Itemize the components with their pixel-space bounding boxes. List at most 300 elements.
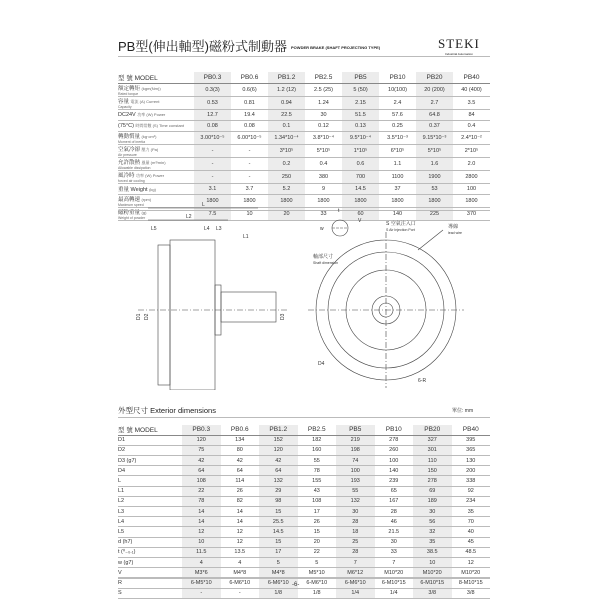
table-cell: 35 (452, 507, 491, 517)
table-cell: 1.34*10⁻⁴ (268, 131, 305, 144)
row-label (118, 96, 194, 109)
model-header: PB20 (413, 425, 452, 435)
row-label (118, 588, 182, 598)
spec-table (118, 72, 490, 221)
table-cell: 78 (182, 496, 221, 506)
table-cell: 120 (259, 445, 298, 455)
table-cell: 14 (182, 507, 221, 517)
table-cell: 3.00*10⁻⁵ (194, 131, 231, 144)
table-cell: 7.5 (194, 207, 231, 220)
table-cell: 45 (452, 537, 491, 547)
table-cell: 12.7 (194, 109, 231, 120)
table-cell: 1800 (194, 194, 231, 207)
row-unit: 電流 (A) Current (130, 98, 160, 104)
table-cell: 250 (268, 170, 305, 183)
table-cell: 9 (305, 183, 342, 194)
row-label-text: 空氣冷卻 (118, 146, 141, 153)
row-label-text: L5 (118, 528, 125, 535)
model-header: PB0.3 (194, 72, 231, 83)
table-cell: 2.4*10⁻² (453, 131, 490, 144)
table-cell: 0.12 (305, 120, 342, 131)
table-cell: 1/4 (375, 588, 414, 598)
row-sublabel: forced air cooling (118, 178, 145, 183)
table-row (118, 170, 490, 183)
table-cell: 0.6(6) (231, 83, 268, 96)
row-label-text: 重量 Weight (118, 186, 148, 193)
table-cell: M10*20 (452, 568, 491, 578)
row-label-text: D1 (118, 437, 126, 444)
table-cell: 78 (298, 466, 337, 476)
table-cell: 1.1 (379, 157, 416, 170)
divider (118, 56, 490, 57)
table-cell: 0.2 (268, 157, 305, 170)
table-row (118, 496, 490, 506)
table-cell: 1.6 (416, 157, 453, 170)
label-L1: L1 (243, 234, 249, 240)
table-cell: 0.08 (231, 120, 268, 131)
table-cell: 3.5*10⁻³ (379, 131, 416, 144)
row-sublabel: Allowable dissipation (118, 165, 151, 170)
table-cell: 30 (413, 507, 452, 517)
model-label: 型 號 MODEL (118, 72, 194, 83)
row-label-text: 允許散熱 (118, 159, 141, 166)
section-title: 外型尺寸 Exterior dimensions (118, 406, 216, 415)
table-row (118, 96, 490, 109)
table-cell: 1800 (305, 194, 342, 207)
table-row (118, 517, 490, 527)
table-cell: 167 (375, 496, 414, 506)
table-cell: 82 (221, 496, 260, 506)
table-cell: 0.3(3) (194, 83, 231, 96)
table-cell: 1800 (453, 194, 490, 207)
row-label-text: t (⁰₋₀.₁) (118, 549, 136, 556)
row-label (118, 568, 182, 578)
row-label (118, 83, 194, 96)
logo-text: STEKI (438, 36, 480, 51)
table-cell: 12 (452, 557, 491, 567)
table-cell: 100 (453, 183, 490, 194)
table-cell: 14 (221, 507, 260, 517)
row-sublabel: Weight of powder (118, 215, 146, 220)
label-L2: L2 (186, 214, 192, 220)
row-label-text: R (118, 579, 122, 586)
table-row (118, 547, 490, 557)
table-row (118, 83, 490, 96)
table-row (118, 120, 490, 131)
row-label (118, 507, 182, 517)
table-cell: 28 (336, 547, 375, 557)
model-header: PB0.6 (221, 425, 260, 435)
model-header: PB0.3 (182, 425, 221, 435)
table-cell: 108 (182, 476, 221, 486)
table-cell: 80 (221, 445, 260, 455)
table-cell: 0.4 (305, 157, 342, 170)
row-unit: (kg) (149, 186, 156, 192)
table-cell: 6-M5*10 (182, 578, 221, 588)
table-cell: 100 (375, 456, 414, 466)
table-cell: 22.5 (268, 109, 305, 120)
table-cell: 40 (400) (453, 83, 490, 96)
table-cell: 30 (375, 537, 414, 547)
table-cell: 200 (452, 466, 491, 476)
shaft-dim-label-en: Shaft dimension (313, 261, 339, 265)
model-header: PB2.5 (298, 425, 337, 435)
table-cell: 3/8 (452, 588, 491, 598)
table-cell: 5*10⁵ (416, 144, 453, 157)
header-row (118, 425, 490, 435)
table-cell: 3/8 (413, 588, 452, 598)
table-cell: 278 (375, 435, 414, 445)
row-unit: 功率 (W) Power (137, 111, 166, 117)
table-cell: 42 (259, 456, 298, 466)
row-label-text: D4 (118, 467, 126, 474)
table-cell: 189 (413, 496, 452, 506)
table-cell: 42 (182, 456, 221, 466)
table-cell: 75 (182, 445, 221, 455)
table-cell: 48.5 (452, 547, 491, 557)
row-label-text: D3 (g7) (118, 457, 137, 464)
table-cell: 17 (259, 547, 298, 557)
model-header: PB2.5 (305, 72, 342, 83)
table-cell: 1/8 (298, 588, 337, 598)
table-cell: - (182, 588, 221, 598)
table-cell: M5*10 (298, 568, 337, 578)
front-view (308, 220, 464, 388)
table-cell: 5*10⁵ (305, 144, 342, 157)
table-cell: 219 (336, 435, 375, 445)
table-cell: 53 (416, 183, 453, 194)
table-cell: 160 (298, 445, 337, 455)
table-cell: 42 (221, 456, 260, 466)
table-cell: 1900 (416, 170, 453, 183)
label-V: V (358, 218, 362, 224)
table-cell: 12 (182, 527, 221, 537)
table-cell: 5 (50) (342, 83, 379, 96)
label-L: L (202, 202, 205, 208)
table-cell: 114 (221, 476, 260, 486)
row-label (118, 466, 182, 476)
table-cell: 1/8 (259, 588, 298, 598)
table-cell: 69 (413, 486, 452, 496)
model-header: PB1.2 (268, 72, 305, 83)
row-unit: 時間常數 (S) Time constant (135, 122, 185, 128)
table-cell: 9.5*10⁻⁴ (342, 131, 379, 144)
row-label (118, 486, 182, 496)
row-label (118, 131, 194, 144)
table-cell: 20 (268, 207, 305, 220)
table-cell: 18 (336, 527, 375, 537)
table-cell: 56 (413, 517, 452, 527)
table-row (118, 131, 490, 144)
table-cell: 6-M10*15 (413, 578, 452, 588)
table-cell: 198 (336, 445, 375, 455)
table-cell: 1.2 (12) (268, 83, 305, 96)
table-cell: 64 (259, 466, 298, 476)
lead-wire-label: 導線 (448, 224, 459, 230)
table-cell: 0.4 (453, 120, 490, 131)
table-cell: 65 (375, 486, 414, 496)
table-cell: 132 (336, 496, 375, 506)
table-cell: 15 (259, 537, 298, 547)
table-cell: 278 (413, 476, 452, 486)
model-header: PB0.6 (231, 72, 268, 83)
table-cell: 6-M6*10 (298, 578, 337, 588)
table-cell: 0.6 (342, 157, 379, 170)
row-label (118, 537, 182, 547)
model-header: PB10 (379, 72, 416, 83)
table-cell: 43 (298, 486, 337, 496)
row-sublabel: Air pressure (118, 152, 137, 157)
table-cell: 0.81 (231, 96, 268, 109)
page-title (118, 36, 380, 55)
row-unit: (rpm) (141, 196, 152, 202)
table-cell: 2.5 (25) (305, 83, 342, 96)
table-cell: M10*20 (375, 568, 414, 578)
table-cell: 15 (259, 507, 298, 517)
row-label-text: L2 (118, 498, 125, 505)
table-cell: 234 (452, 496, 491, 506)
row-unit: 壓力 (Pa) (141, 146, 159, 152)
divider (118, 417, 490, 418)
table-cell: 4 (221, 557, 260, 567)
table-cell: 365 (452, 445, 491, 455)
row-label-text: L (118, 478, 122, 485)
title-text: PB型(伸出軸型)磁粉式制動器 (118, 39, 288, 54)
table-row (118, 183, 490, 194)
model-label: 型 號 MODEL (118, 425, 182, 435)
table-cell: 1800 (379, 194, 416, 207)
table-cell: M3*6 (182, 568, 221, 578)
table-cell: 132 (259, 476, 298, 486)
table-cell: 46 (375, 517, 414, 527)
table-cell: 22 (182, 486, 221, 496)
table-cell: 1800 (231, 194, 268, 207)
table-cell: 3.8*10⁻⁴ (305, 131, 342, 144)
table-cell: 25 (336, 537, 375, 547)
table-cell: 37 (379, 183, 416, 194)
row-label-text: 風冷時 (118, 172, 135, 179)
table-cell: - (194, 170, 231, 183)
table-cell: 5 (259, 557, 298, 567)
table-cell: 3.5 (453, 96, 490, 109)
table-cell: 0.13 (342, 120, 379, 131)
table-cell: - (231, 144, 268, 157)
table-cell: 70 (452, 517, 491, 527)
table-cell: 30 (305, 109, 342, 120)
table-cell: 1/4 (336, 588, 375, 598)
table-row (118, 144, 490, 157)
row-label-text: L3 (118, 508, 125, 515)
table-cell: 26 (298, 517, 337, 527)
row-sublabel: Rated torque (118, 91, 139, 96)
table-cell: 92 (452, 486, 491, 496)
table-cell: 150 (413, 466, 452, 476)
page-number: -6- (292, 582, 300, 588)
label-t: t (338, 208, 340, 214)
table-cell: 0.37 (416, 120, 453, 131)
model-header: PB40 (452, 425, 491, 435)
table-cell: 380 (305, 170, 342, 183)
row-label (118, 170, 194, 183)
table-cell: 2800 (453, 170, 490, 183)
table-cell: 22 (298, 547, 337, 557)
table-cell: 2.7 (416, 96, 453, 109)
table-cell: - (231, 157, 268, 170)
label-D4: D4 (318, 361, 325, 367)
table-cell: 26 (221, 486, 260, 496)
table-cell: 1.24 (305, 96, 342, 109)
table-cell: 84 (453, 109, 490, 120)
table-cell: 98 (259, 496, 298, 506)
row-label (118, 456, 182, 466)
table-cell: 327 (413, 435, 452, 445)
table-cell: - (231, 170, 268, 183)
label-D1: D1 (136, 313, 142, 320)
row-label (118, 183, 194, 194)
table-cell: 60 (342, 207, 379, 220)
table-cell: 51.5 (342, 109, 379, 120)
table-cell: 0.1 (268, 120, 305, 131)
table-cell: 20 (298, 537, 337, 547)
table-cell: 35 (413, 537, 452, 547)
row-label (118, 476, 182, 486)
row-label (118, 109, 194, 120)
table-cell: 13.5 (221, 547, 260, 557)
table-cell: 155 (298, 476, 337, 486)
table-row (118, 527, 490, 537)
table-cell: 64 (221, 466, 260, 476)
table-cell: 260 (375, 445, 414, 455)
row-sublabel: Moment of inertia (118, 139, 146, 144)
table-cell: M6*12 (336, 568, 375, 578)
table-cell: 6-M6*10 (336, 578, 375, 588)
table-row (118, 486, 490, 496)
row-label (118, 496, 182, 506)
table-cell: 110 (413, 456, 452, 466)
table-cell: 12 (221, 537, 260, 547)
row-sublabel: Capacity (118, 104, 132, 109)
table-cell: 2.0 (453, 157, 490, 170)
dimensions-table (118, 425, 490, 599)
table-cell: 140 (375, 466, 414, 476)
row-unit: (kg·cm²) (141, 133, 157, 139)
table-cell: - (221, 588, 260, 598)
table-row (118, 588, 490, 598)
row-unit: 功率 (W) Power (136, 172, 165, 178)
label-6R: 6-R (418, 378, 427, 384)
table-cell: 10(100) (379, 83, 416, 96)
table-cell: M4*8 (259, 568, 298, 578)
air-port-label: S 空氣注入口 (386, 221, 416, 227)
table-row (118, 557, 490, 567)
air-port-label-en: S Air Injection Port (386, 228, 415, 232)
logo-tagline: Industrial Automation (444, 52, 473, 56)
row-label (118, 435, 182, 445)
table-cell: 5.2 (268, 183, 305, 194)
table-cell: 40 (452, 527, 491, 537)
table-cell: 6*10⁵ (379, 144, 416, 157)
table-cell: 140 (379, 207, 416, 220)
table-cell: 239 (375, 476, 414, 486)
label-D3: D3 (280, 313, 286, 320)
table-cell: 14.5 (342, 183, 379, 194)
table-row (118, 466, 490, 476)
table-cell: 1100 (379, 170, 416, 183)
table-cell: 8-M10*15 (452, 578, 491, 588)
table-cell: - (194, 144, 231, 157)
table-cell: 6-M6*10 (221, 578, 260, 588)
model-header: PB20 (416, 72, 453, 83)
row-label-text: (75°C) (118, 122, 134, 129)
table-cell: 1800 (416, 194, 453, 207)
model-header: PB40 (453, 72, 490, 83)
table-cell: 10 (182, 537, 221, 547)
table-cell: 33 (375, 547, 414, 557)
table-row (118, 456, 490, 466)
table-cell: 1800 (342, 194, 379, 207)
table-row (118, 445, 490, 455)
table-cell: 4 (182, 557, 221, 567)
row-unit: (kgm(Nm)) (141, 85, 161, 91)
row-label-text: DC24V (118, 111, 136, 118)
row-label-text: L4 (118, 518, 125, 525)
table-row (118, 568, 490, 578)
table-cell: 100 (336, 466, 375, 476)
table-row (118, 157, 490, 170)
table-cell: 0.25 (379, 120, 416, 131)
row-unit: (g) (141, 209, 147, 215)
table-cell: 10 (231, 207, 268, 220)
table-cell: 20 (200) (416, 83, 453, 96)
brand-logo (438, 36, 480, 56)
technical-drawing (118, 200, 490, 390)
row-label-text: d (h7) (118, 539, 133, 546)
table-cell: 0.94 (268, 96, 305, 109)
row-label-text: S (118, 590, 122, 597)
table-cell: 3.1 (194, 183, 231, 194)
label-L4: L4 (204, 226, 210, 232)
table-cell: 3*10⁵ (268, 144, 305, 157)
table-cell: 395 (452, 435, 491, 445)
table-cell: 6-M10*15 (375, 578, 414, 588)
table-cell: 55 (298, 456, 337, 466)
table-cell: 2.15 (342, 96, 379, 109)
row-label (118, 557, 182, 567)
table-cell: 14 (182, 517, 221, 527)
table-row (118, 109, 490, 120)
table-cell: 29 (259, 486, 298, 496)
table-row (118, 435, 490, 445)
table-cell: 182 (298, 435, 337, 445)
table-cell: 301 (413, 445, 452, 455)
table-cell: 2*10⁵ (453, 144, 490, 157)
table-cell: 7 (375, 557, 414, 567)
row-label-text: w (g7) (118, 559, 134, 566)
row-label-text: L1 (118, 488, 125, 495)
model-header: PB1.2 (259, 425, 298, 435)
side-view (136, 202, 288, 390)
table-cell: 28 (336, 517, 375, 527)
table-cell: 57.6 (379, 109, 416, 120)
table-cell: 2.4 (379, 96, 416, 109)
label-L3: L3 (216, 226, 222, 232)
row-label-text: 額定轉矩 (118, 85, 141, 92)
table-row (118, 537, 490, 547)
label-D2: D2 (144, 313, 150, 320)
table-row (118, 476, 490, 486)
table-cell: 21.5 (375, 527, 414, 537)
table-cell: 12 (221, 527, 260, 537)
